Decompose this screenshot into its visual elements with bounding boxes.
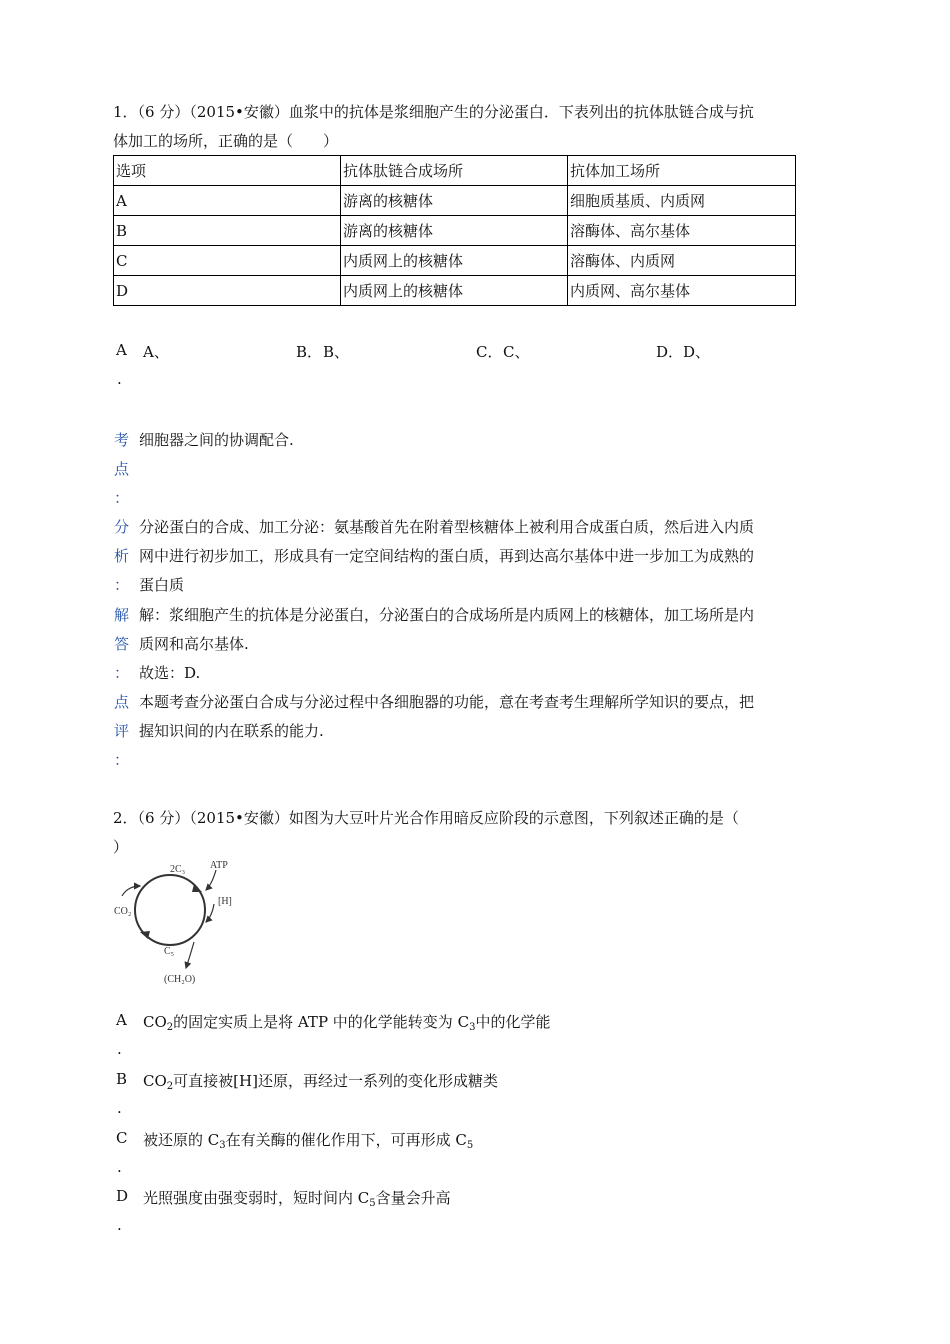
dianping-line2: 握知识间的内在联系的能力. (139, 722, 324, 740)
fenxi-label-2: 析 (114, 547, 130, 565)
q2-option-a-part: 中的化学能 (475, 1013, 551, 1031)
label-co2: CO₂ (114, 906, 132, 917)
subscript: 3 (219, 1140, 226, 1151)
subscript: 5 (369, 1198, 376, 1209)
q1-stem-line2: 体加工的场所，正确的是（ ） (113, 132, 339, 150)
table-header-cell: 抗体加工场所 (568, 156, 796, 186)
dianping-line1: 本题考查分泌蛋白合成与分泌过程中各细胞器的功能，意在考查考生理解所学知识的要点，把 (139, 693, 755, 711)
fenxi-label-1: 分 (114, 518, 130, 536)
jieda-label-3: ： (114, 664, 130, 682)
q1-option-c-text[interactable]: C、 (503, 343, 530, 361)
q2-option-d-letter: D (116, 1187, 129, 1205)
fenxi-line3: 蛋白质 (139, 576, 185, 594)
jieda-label-1: 解 (114, 606, 130, 624)
label-ch2o: (CH₂O) (164, 974, 196, 985)
dianping-label-1: 点 (114, 693, 130, 711)
jieda-line1: 解：浆细胞产生的抗体是分泌蛋白，分泌蛋白的合成场所是内质网上的核糖体，加工场所是内 (139, 606, 755, 624)
kaodian-text: 细胞器之间的协调配合. (139, 431, 294, 449)
q1-options-table (113, 155, 796, 306)
q1-option-b-text[interactable]: B、 (323, 343, 350, 361)
q1-option-d-letter: D． (656, 343, 684, 361)
h-arrow (206, 904, 214, 922)
subscript: 2 (166, 1022, 174, 1033)
table-cell: 内质网上的核糖体 (341, 246, 568, 276)
kaodian-label-1: 考 (114, 431, 130, 449)
fenxi-line2: 网中进行初步加工，形成具有一定空间结构的蛋白质，再到达高尔基体中进一步加工为成熟的 (139, 547, 755, 565)
table-cell: 内质网上的核糖体 (341, 276, 568, 306)
q2-option-c-letter: C (116, 1129, 128, 1147)
jieda-label-2: 答 (114, 635, 130, 653)
q2-stem-line1: 2．（6 分）（2015•安徽）如图为大豆叶片光合作用暗反应阶段的示意图，下列叙述正确的是（ (113, 809, 739, 827)
table-cell: 游离的核糖体 (341, 186, 568, 216)
table-cell: 溶酶体、内质网 (568, 246, 796, 276)
subscript: 3 (469, 1022, 476, 1033)
jieda-line3: 故选：D. (139, 664, 201, 682)
table-header-cell: 抗体肽链合成场所 (341, 156, 568, 186)
q2-option-a-letter: A (116, 1011, 127, 1029)
q2-option-dot: . (117, 1099, 122, 1117)
q1-option-d-text[interactable]: D、 (683, 343, 711, 361)
subscript: 2 (166, 1081, 174, 1092)
q2-option-a-text[interactable] (143, 1011, 550, 1033)
table-header-cell: 选项 (114, 156, 341, 186)
subscript: 5 (466, 1140, 474, 1151)
label-c5: C₅ (164, 946, 175, 957)
q1-option-a-text[interactable]: A、 (143, 343, 169, 361)
table-cell: B (114, 216, 341, 246)
q2-option-c-part: 在有关酶的催化作用下，可再形成 C (225, 1131, 467, 1149)
q1-option-a-letter: A (116, 341, 127, 359)
q2-option-dot: . (117, 1158, 122, 1176)
q2-option-b-text[interactable] (143, 1070, 498, 1092)
q2-option-a-part: CO (143, 1013, 167, 1031)
q2-option-d-part: 光照强度由强变弱时，短时间内 C (143, 1189, 370, 1207)
q2-option-dot: . (117, 1216, 122, 1234)
q1-option-c-letter: C． (476, 343, 503, 361)
jieda-line2: 质网和高尔基体. (139, 635, 249, 653)
q2-option-b-part: CO (143, 1072, 167, 1090)
dianping-label-3: ： (114, 751, 130, 769)
kaodian-label-2: 点 (114, 460, 130, 478)
q2-option-c-part: 被还原的 C (143, 1131, 220, 1149)
table-cell: 细胞质基质、内质网 (568, 186, 796, 216)
q2-option-dot: . (117, 1040, 122, 1058)
q2-stem-line2: ） (113, 838, 129, 856)
fenxi-label-3: ： (114, 576, 130, 594)
ch2o-output-arrow (186, 942, 194, 968)
table-row (114, 246, 796, 276)
label-h: [H] (218, 896, 232, 907)
label-atp: ATP (210, 860, 228, 871)
table-cell: A (114, 186, 341, 216)
co2-input-arrow (122, 886, 140, 896)
table-row (114, 216, 796, 246)
dianping-label-2: 评 (114, 722, 130, 740)
q2-option-a-part: 的固定实质上是将 ATP 中的化学能转变为 C (173, 1013, 470, 1031)
fenxi-line1: 分泌蛋白的合成、加工分泌：氨基酸首先在附着型核糖体上被利用合成蛋白质，然后进入内质 (139, 518, 755, 536)
q1-option-dot: . (117, 370, 122, 388)
q2-option-d-part: 含量会升高 (375, 1189, 451, 1207)
table-cell: 溶酶体、高尔基体 (568, 216, 796, 246)
q2-option-b-part: 可直接被[H]还原，再经过一系列的变化形成糖类 (173, 1072, 498, 1090)
table-cell: D (114, 276, 341, 306)
q2-option-c-text[interactable] (143, 1129, 473, 1151)
atp-arrow (206, 870, 216, 890)
calvin-cycle-diagram (112, 856, 252, 990)
table-cell: 内质网、高尔基体 (568, 276, 796, 306)
table-cell: 游离的核糖体 (341, 216, 568, 246)
q1-stem-line1: 1．（6 分）（2015•安徽）血浆中的抗体是浆细胞产生的分泌蛋白．下表列出的抗体肽链合成与抗 (113, 103, 754, 121)
q2-option-b-letter: B (116, 1070, 128, 1088)
label-2c3: 2C₃ (170, 864, 186, 875)
q1-option-b-letter: B． (296, 343, 323, 361)
table-row (114, 186, 796, 216)
table-cell: C (114, 246, 341, 276)
q2-option-d-text[interactable] (143, 1187, 451, 1209)
table-row (114, 276, 796, 306)
kaodian-label-3: ： (114, 489, 130, 507)
table-header-row (114, 156, 796, 186)
